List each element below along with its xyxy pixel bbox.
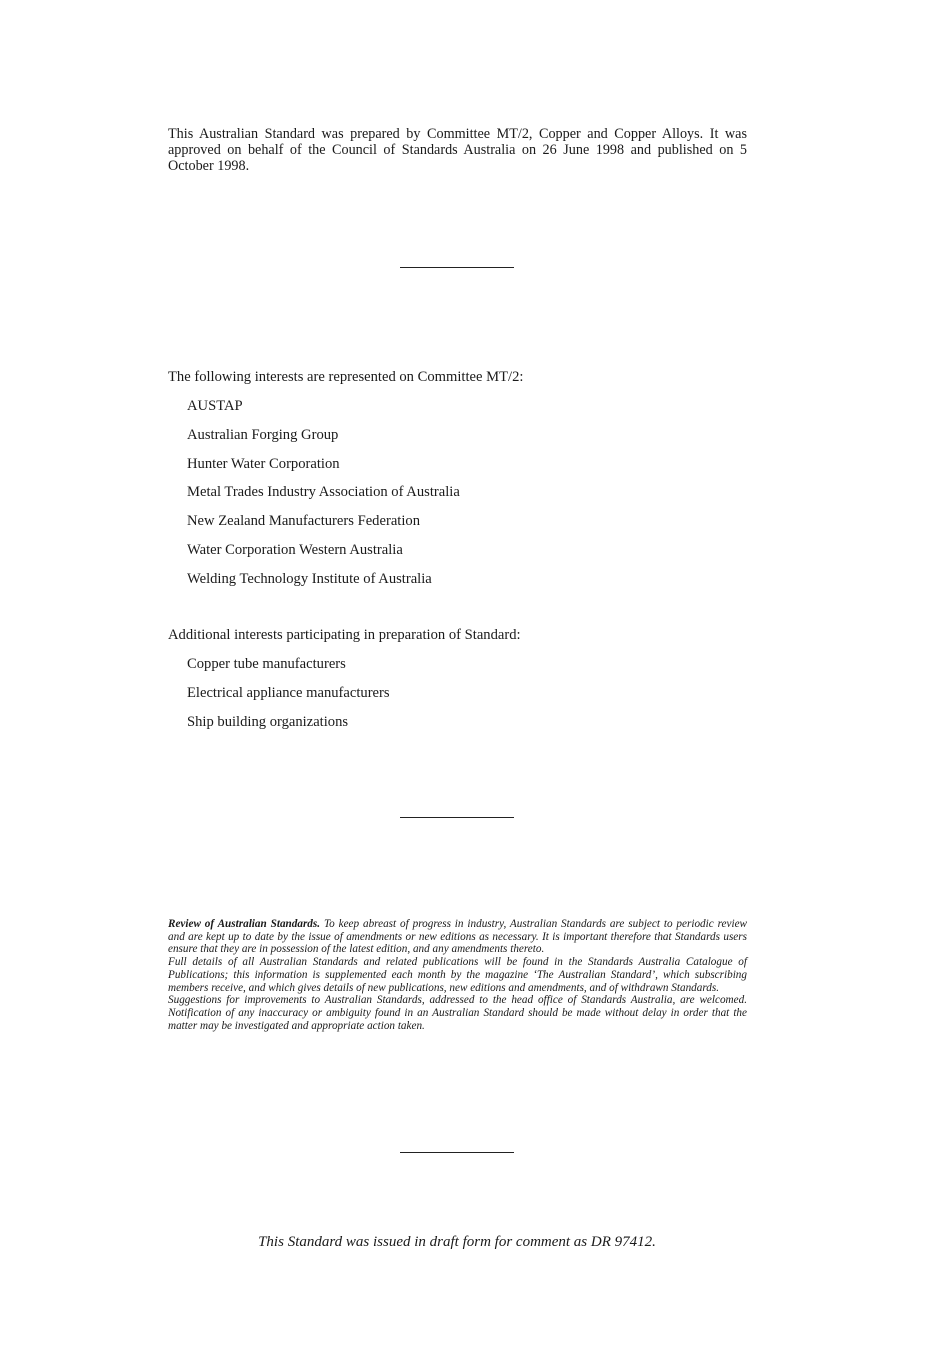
committee-member: Metal Trades Industry Association of Australia xyxy=(187,484,460,501)
additional-interest: Ship building organizations xyxy=(187,713,349,730)
committee-member: New Zealand Manufacturers Federation xyxy=(187,513,420,530)
review-notice xyxy=(168,918,747,1032)
additional-interest: Copper tube manufacturers xyxy=(187,656,346,672)
committee-member: AUSTAP xyxy=(187,398,243,414)
intro-paragraph: This Australian Standard was prepared by Committee MT/2, Copper and Copper Alloys. It was approved on behalf of the Council of Standards Australia on 26 June 1998 and published on 5 October 1998. xyxy=(168,126,747,174)
committee-heading: The following interests are represented on Committee MT/2: xyxy=(168,369,524,385)
committee-member: Australian Forging Group xyxy=(187,426,339,443)
divider-rule-2 xyxy=(400,817,514,818)
additional-interests-heading: Additional interests participating in preparation of Standard: xyxy=(168,627,521,643)
committee-member-list xyxy=(187,397,460,599)
review-paragraph-3: Suggestions for improvements to Australian Standards, addressed to the head office of Standards Australia, are welcomed. Notification of any inaccuracy or ambiguity found in an Australian Standard should be made without delay in order that the matter may be investigated and appropriate action taken. xyxy=(168,994,747,1032)
additional-interests-list xyxy=(187,655,390,741)
committee-member: Water Corporation Western Australia xyxy=(187,541,403,558)
committee-member: Welding Technology Institute of Australia xyxy=(187,570,432,587)
divider-rule-1 xyxy=(400,267,514,268)
divider-rule-3 xyxy=(400,1152,514,1153)
draft-note: This Standard was issued in draft form for comment as DR 97412. xyxy=(258,1234,656,1250)
additional-interest: Electrical appliance manufacturers xyxy=(187,684,390,701)
committee-member: Hunter Water Corporation xyxy=(187,455,340,472)
review-title: Review of Australian Standards. xyxy=(168,918,321,930)
review-paragraph-1 xyxy=(168,918,747,956)
review-paragraph-2: Full details of all Australian Standards and related publications will be found in the Standards Australia Catalogue of Publications; this information is supplemented each month by the magazine ‘The Australian Standard’, which subscribing members receive, and which gives details of new publications, new editions and amendments, and of withdrawn Standards. xyxy=(168,956,747,994)
review-text-1: To keep abreast of progress in industry, Australian Standards are subject to periodic review and are kept up to date by the issue of amendments or new editions as necessary. It is important therefore that Standards users ensure that they are in possession of the latest edition, and any amendments thereto. xyxy=(168,918,748,956)
